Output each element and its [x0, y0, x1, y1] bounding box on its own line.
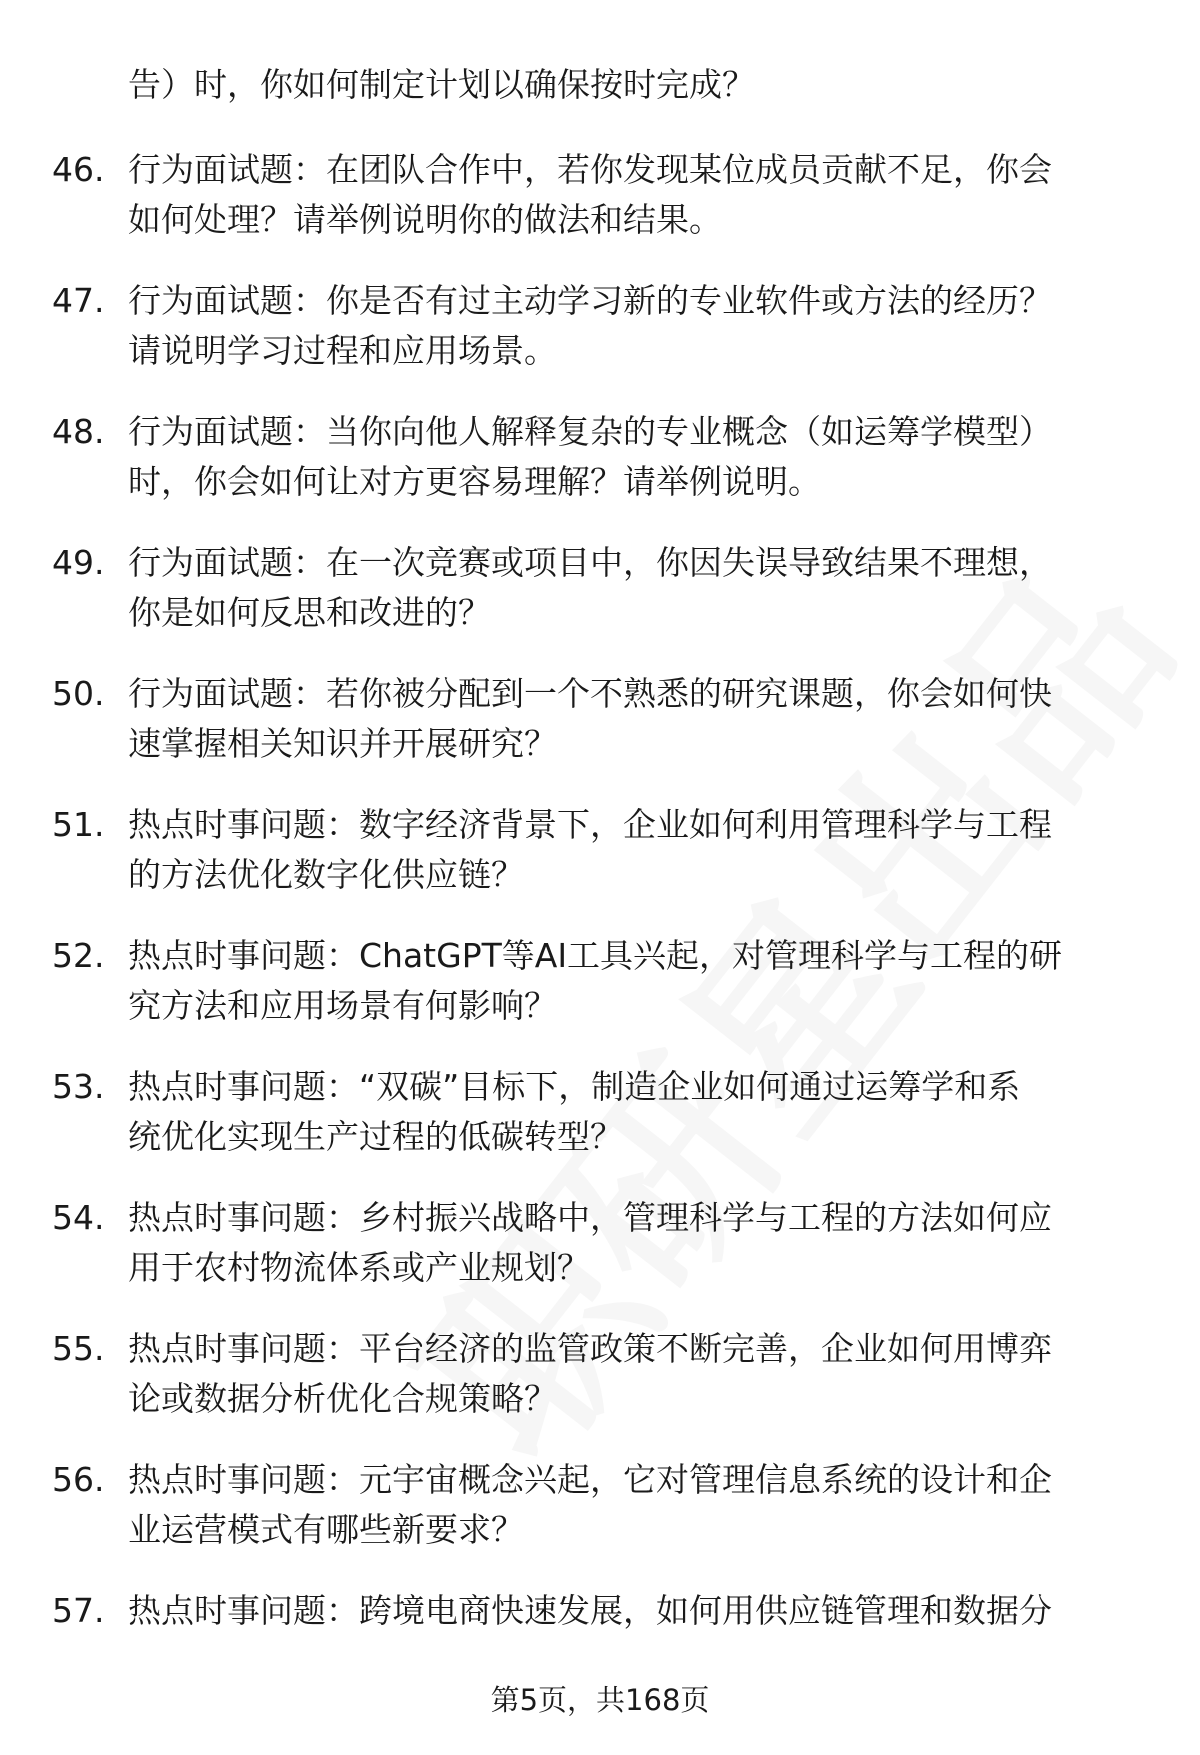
question-item	[0, 669, 1200, 800]
question-number: 57.	[52, 1591, 105, 1630]
question-text-line: 热点时事问题：元宇宙概念兴起，它对管理信息系统的设计和企	[128, 1460, 1052, 1499]
question-text-line: 热点时事问题：ChatGPT等AI工具兴起，对管理科学与工程的研	[128, 936, 1063, 975]
question-item	[0, 1193, 1200, 1324]
question-item	[0, 407, 1200, 538]
question-item	[0, 538, 1200, 669]
question-number: 52.	[52, 936, 105, 975]
question-item	[0, 931, 1200, 1062]
question-text-line: 热点时事问题：数字经济背景下，企业如何利用管理科学与工程	[128, 805, 1052, 844]
question-text-line: 论或数据分析优化合规策略？	[128, 1379, 557, 1418]
question-text-line: 速掌握相关知识并开展研究？	[128, 724, 557, 763]
question-item	[0, 800, 1200, 931]
question-text-line: 统优化实现生产过程的低碳转型？	[128, 1117, 623, 1156]
question-text	[128, 407, 1148, 507]
question-text	[128, 1324, 1148, 1424]
question-text	[128, 800, 1148, 900]
question-text-line: 请说明学习过程和应用场景。	[128, 331, 557, 370]
question-text-line: 行为面试题：在一次竞赛或项目中，你因失误导致结果不理想，	[128, 543, 1052, 582]
question-text-line: 热点时事问题：跨境电商快速发展，如何用供应链管理和数据分	[128, 1591, 1052, 1630]
question-text	[128, 538, 1148, 638]
question-text-line: 如何处理？请举例说明你的做法和结果。	[128, 200, 722, 239]
question-text	[128, 1586, 1148, 1636]
question-text-line: 行为面试题：若你被分配到一个不熟悉的研究课题，你会如何快	[128, 674, 1052, 713]
question-text	[128, 1062, 1148, 1162]
question-text	[128, 669, 1148, 769]
question-number: 56.	[52, 1460, 105, 1499]
question-list	[0, 145, 1200, 1717]
question-number: 53.	[52, 1067, 105, 1106]
question-text-line: 的方法优化数字化供应链？	[128, 855, 524, 894]
question-number: 50.	[52, 674, 105, 713]
question-text	[128, 276, 1148, 376]
question-item	[0, 1324, 1200, 1455]
question-number: 49.	[52, 543, 105, 582]
question-text	[128, 1193, 1148, 1293]
question-number: 51.	[52, 805, 105, 844]
question-text-line: 用于农村物流体系或产业规划？	[128, 1248, 590, 1287]
question-text	[128, 931, 1148, 1031]
question-number: 46.	[52, 150, 105, 189]
question-number: 54.	[52, 1198, 105, 1237]
question-text-line: 你是如何反思和改进的？	[128, 593, 491, 632]
question-text-line: 热点时事问题：平台经济的监管政策不断完善，企业如何用博弈	[128, 1329, 1052, 1368]
question-item	[0, 1455, 1200, 1586]
question-number: 48.	[52, 412, 105, 451]
question-continuation: 告）时，你如何制定计划以确保按时完成？	[128, 65, 755, 104]
question-item	[0, 145, 1200, 276]
question-text-line: 业运营模式有哪些新要求？	[128, 1510, 524, 1549]
question-text-line: 热点时事问题：乡村振兴战略中，管理科学与工程的方法如何应	[128, 1198, 1052, 1237]
question-number: 47.	[52, 281, 105, 320]
question-text-line: 热点时事问题：“双碳”目标下，制造企业如何通过运筹学和系	[128, 1067, 1021, 1106]
question-text-line: 行为面试题：在团队合作中，若你发现某位成员贡献不足，你会	[128, 150, 1052, 189]
page-footer: 第5页，共168页	[490, 1683, 710, 1717]
question-item	[0, 276, 1200, 407]
question-text-line: 究方法和应用场景有何影响？	[128, 986, 557, 1025]
question-number: 55.	[52, 1329, 105, 1368]
question-text-line: 行为面试题：你是否有过主动学习新的专业软件或方法的经历？	[128, 281, 1052, 320]
question-text-line: 时，你会如何让对方更容易理解？请举例说明。	[128, 462, 821, 501]
question-item	[0, 1062, 1200, 1193]
question-text-line: 行为面试题：当你向他人解释复杂的专业概念（如运筹学模型）	[128, 412, 1052, 451]
question-text	[128, 1455, 1148, 1555]
question-text	[128, 145, 1148, 245]
